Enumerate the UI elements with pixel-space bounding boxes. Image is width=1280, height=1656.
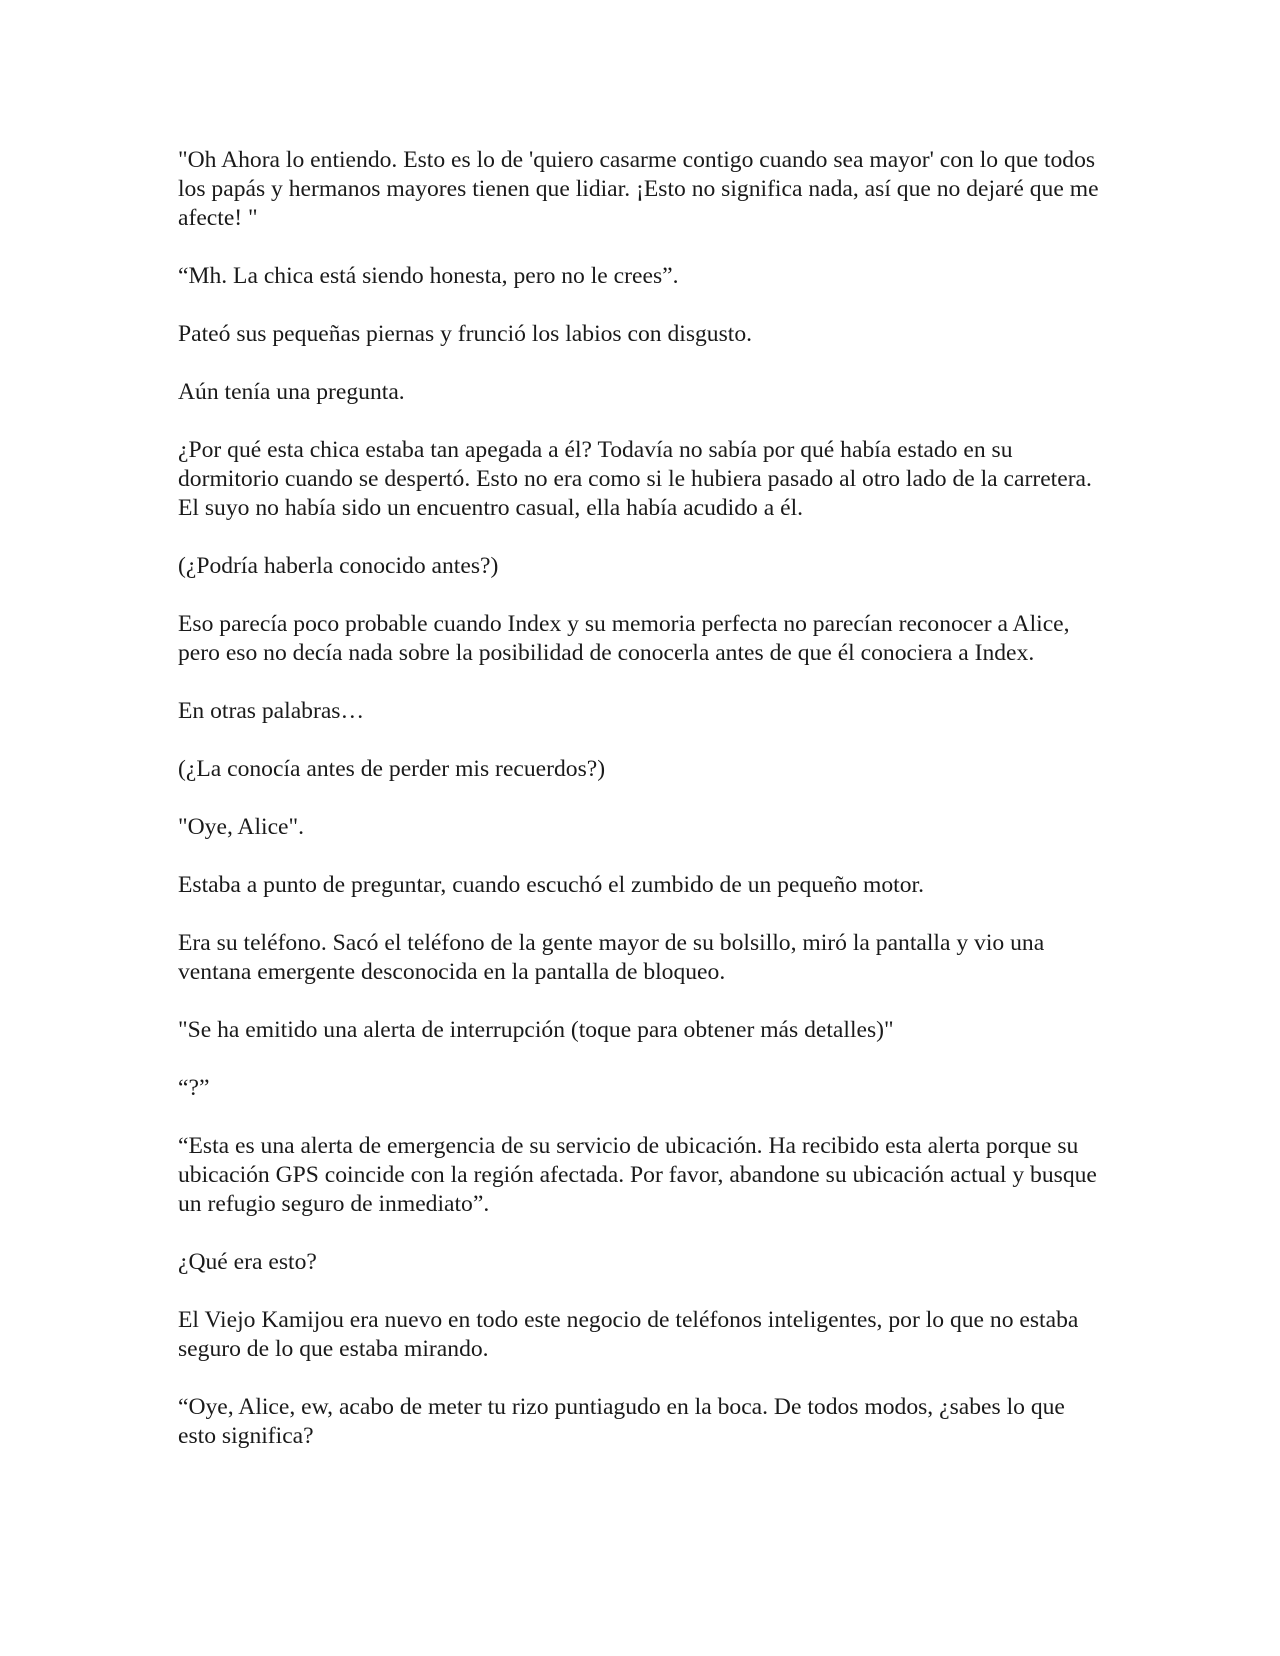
paragraph: "Oh Ahora lo entiendo. Esto es lo de 'quiero casarme contigo cuando sea mayor' con lo que todos los papás y hermanos mayores tienen que lidiar. ¡Esto no significa nada, así que no dejaré que me afecte! " [178, 147, 1099, 231]
paragraph: Era su teléfono. Sacó el teléfono de la gente mayor de su bolsillo, miró la pantalla y vio una ventana emergente desconocida en la pantalla de bloqueo. [178, 930, 1045, 985]
paragraph: “Esta es una alerta de emergencia de su servicio de ubicación. Ha recibido esta alerta porque su ubicación GPS coincide con la región afectada. Por favor, abandone su ubicación actual y busque un refugio seguro de inmediato”. [178, 1133, 1097, 1217]
paragraph: El Viejo Kamijou era nuevo en todo este negocio de teléfonos inteligentes, por lo que no estaba seguro de lo que estaba mirando. [178, 1307, 1079, 1362]
paragraph: “Mh. La chica está siendo honesta, pero no le crees”. [178, 263, 679, 289]
paragraph: ¿Qué era esto? [178, 1249, 317, 1275]
paragraph: "Oye, Alice". [178, 814, 305, 840]
paragraph: ¿Por qué esta chica estaba tan apegada a él? Todavía no sabía por qué había estado en su dormitorio cuando se despertó. Esto no era como si le hubiera pasado al otro lado de la carretera. El suyo no había sido un encuentro casual, ella había acudido a él. [178, 437, 1092, 521]
paragraph: En otras palabras… [178, 698, 365, 724]
paragraph: (¿Podría haberla conocido antes?) [178, 553, 499, 579]
paragraph: Eso parecía poco probable cuando Index y su memoria perfecta no parecían reconocer a Alice, pero eso no decía nada sobre la posibilidad de conocerla antes de que él conociera a Index. [178, 611, 1070, 666]
document-body [178, 146, 1108, 1480]
paragraph: Pateó sus pequeñas piernas y frunció los labios con disgusto. [178, 321, 753, 347]
paragraph: “?” [178, 1075, 210, 1101]
paragraph: Aún tenía una pregunta. [178, 379, 405, 405]
paragraph: (¿La conocía antes de perder mis recuerdos?) [178, 756, 606, 782]
paragraph: Estaba a punto de preguntar, cuando escuchó el zumbido de un pequeño motor. [178, 872, 924, 898]
paragraph: "Se ha emitido una alerta de interrupción (toque para obtener más detalles)" [178, 1017, 894, 1043]
paragraph: “Oye, Alice, ew, acabo de meter tu rizo puntiagudo en la boca. De todos modos, ¿sabes lo que esto significa? [178, 1394, 1065, 1449]
